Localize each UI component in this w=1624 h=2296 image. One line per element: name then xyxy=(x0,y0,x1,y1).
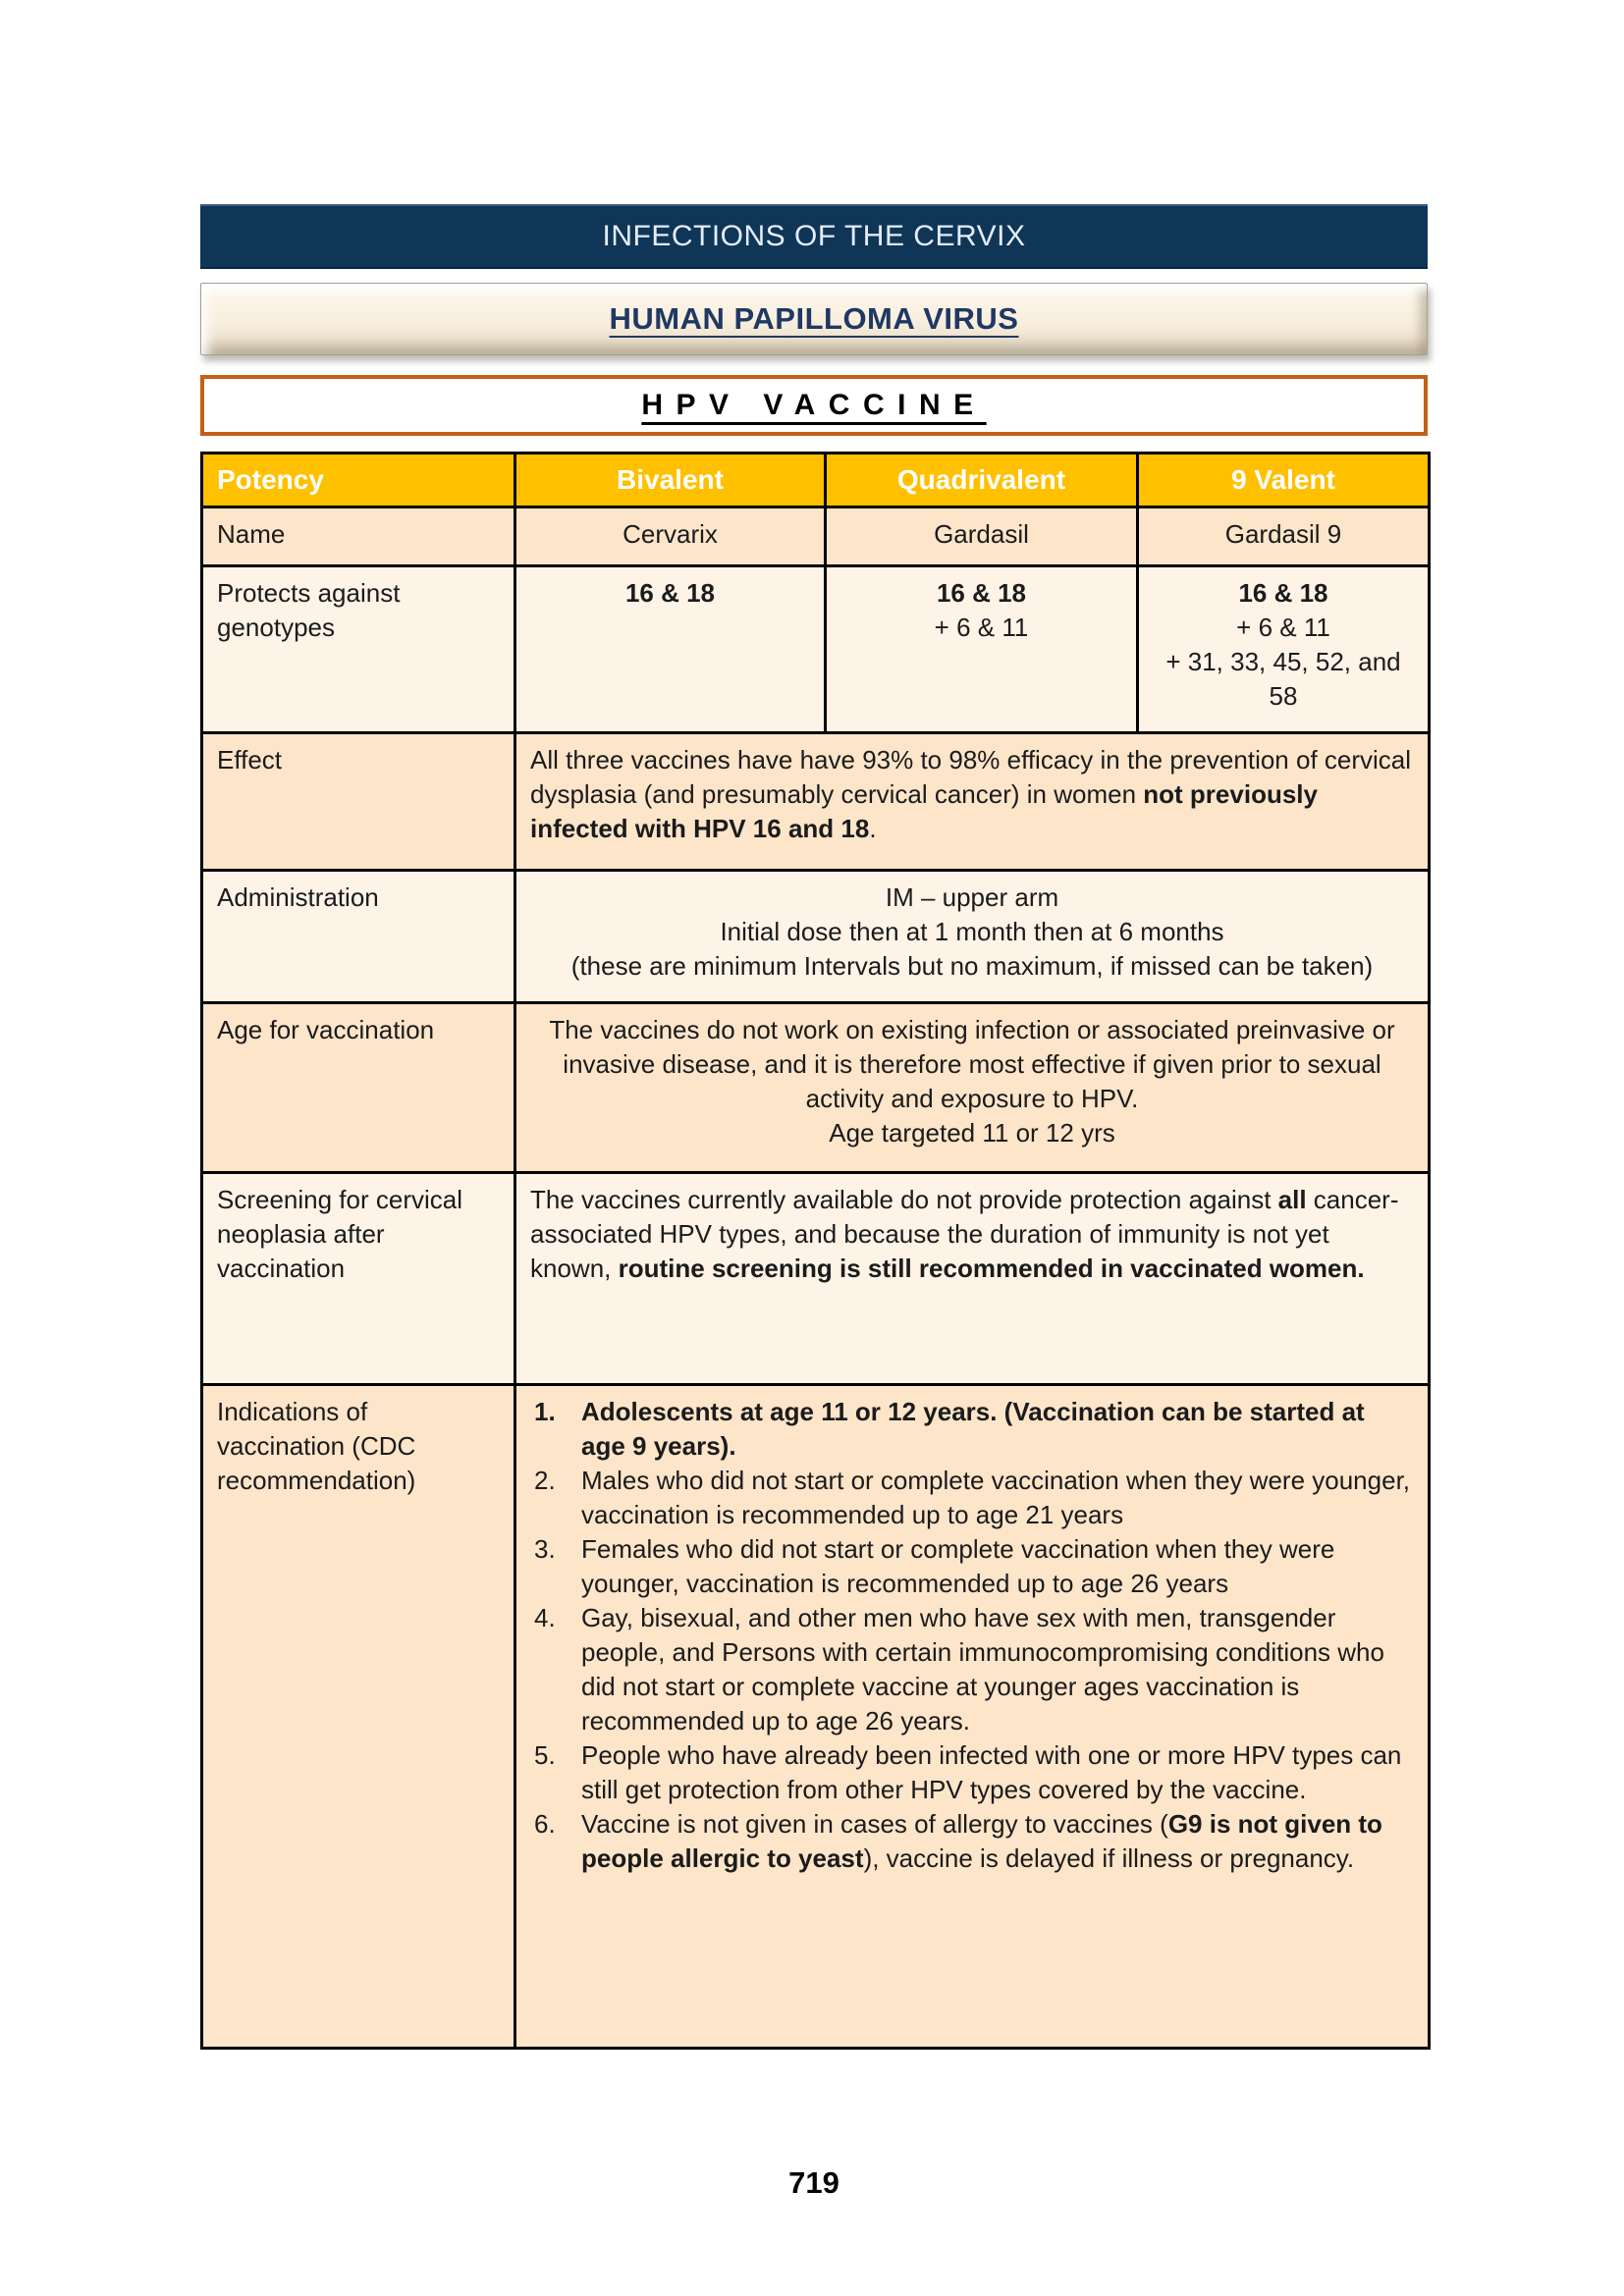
header-bivalent: Bivalent xyxy=(515,454,826,507)
list-item: 5. People who have already been infected with one or more HPV types can still get protection from other HPV types covered by the vaccine. xyxy=(534,1740,1402,1804)
administration-text: IM – upper arm Initial dose then at 1 month then at 6 months (these are minimum Intervals but no maximum, if missed can be taken) xyxy=(515,871,1430,1003)
list-item: 2. Males who did not start or complete vaccination when they were younger, vaccination is recommended up to age 21 years xyxy=(534,1466,1411,1529)
list-item: 1. Adolescents at age 11 or 12 years. (Vaccination can be started at age 9 years). xyxy=(534,1397,1365,1461)
indications-list xyxy=(515,1385,1430,2049)
genotypes-9-valent: 16 & 18 + 6 & 11 + 31, 33, 45, 52, and 58 xyxy=(1138,566,1430,733)
list-item: 3. Females who did not start or complete vaccination when they were younger, vaccination is recommended up to age 26 years xyxy=(534,1534,1335,1598)
list-item: 6. Vaccine is not given in cases of allergy to vaccines (G9 is not given to people allergic to yeast), vaccine is delayed if illness or pregnancy. xyxy=(534,1809,1382,1873)
name-label: Name xyxy=(202,507,515,566)
list-item: 4. Gay, bisexual, and other men who have sex with men, transgender people, and Persons with certain immunocompromising conditions who did not start or complete vaccine at younger ages vaccination is recommended up to age 26 years. xyxy=(534,1603,1384,1735)
header-potency: Potency xyxy=(202,454,515,507)
hpv-vaccine-table xyxy=(200,452,1431,2050)
table-header-row xyxy=(202,454,1430,507)
indications-label: Indications of vaccination (CDC recommendation) xyxy=(202,1385,515,2049)
effect-text: All three vaccines have have 93% to 98% efficacy in the prevention of cervical dysplasia (and presumably cervical cancer) in women not previously infected with HPV 16 and 18. xyxy=(515,733,1430,871)
section-title: HPV VACCINE xyxy=(641,389,987,421)
header-9-valent: 9 Valent xyxy=(1138,454,1430,507)
effect-label: Effect xyxy=(202,733,515,871)
header-quadrivalent: Quadrivalent xyxy=(826,454,1138,507)
genotypes-bivalent: 16 & 18 xyxy=(515,566,826,733)
screening-label: Screening for cervical neoplasia after vaccination xyxy=(202,1173,515,1385)
document-page xyxy=(200,0,1428,2201)
table-row-indications xyxy=(202,1385,1430,2049)
chapter-title-banner xyxy=(200,204,1428,269)
genotypes-quadrivalent: 16 & 18 + 6 & 11 xyxy=(826,566,1138,733)
name-9-valent: Gardasil 9 xyxy=(1138,507,1430,566)
table-row-genotypes xyxy=(202,566,1430,733)
topic-title: HUMAN PAPILLOMA VIRUS xyxy=(609,301,1019,336)
topic-banner xyxy=(200,283,1428,355)
name-bivalent: Cervarix xyxy=(515,507,826,566)
genotypes-label: Protects against genotypes xyxy=(202,566,515,733)
section-banner xyxy=(200,375,1428,436)
page-number: 719 xyxy=(788,2165,839,2200)
table-row-effect xyxy=(202,733,1430,871)
chapter-title: INFECTIONS OF THE CERVIX xyxy=(602,220,1026,252)
screening-text: The vaccines currently available do not provide protection against all cancer-associated HPV types, and because the duration of immunity is not yet known, routine screening is still recommended in vaccinated women. xyxy=(515,1173,1430,1385)
administration-label: Administration xyxy=(202,871,515,1003)
age-label: Age for vaccination xyxy=(202,1003,515,1173)
table-row-name xyxy=(202,507,1430,566)
table-row-screening xyxy=(202,1173,1430,1385)
table-row-administration xyxy=(202,871,1430,1003)
table-row-age xyxy=(202,1003,1430,1173)
age-text: The vaccines do not work on existing infection or associated preinvasive or invasive disease, and it is therefore most effective if given prior to sexual activity and exposure to HPV. Age targeted 11 or 12 yrs xyxy=(515,1003,1430,1173)
name-quadrivalent: Gardasil xyxy=(826,507,1138,566)
